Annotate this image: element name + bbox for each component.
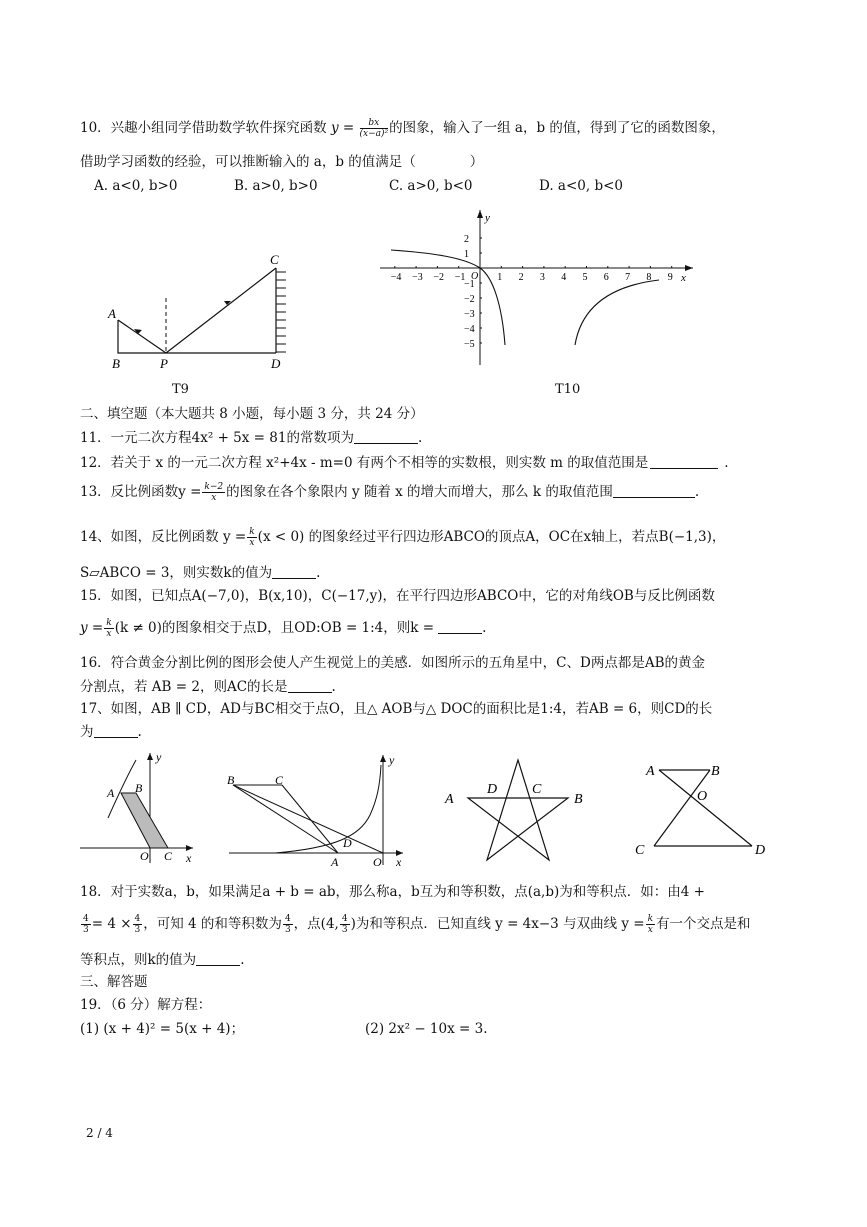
f1-y: y: [156, 750, 162, 764]
t10-curve-right: [575, 280, 659, 345]
f3-c: C: [532, 782, 542, 797]
q17-end: .: [137, 724, 142, 740]
f4-d: D: [755, 843, 766, 858]
f1-o: O: [140, 849, 149, 863]
q15-frac-den: x: [106, 629, 112, 639]
f2-x: x: [396, 855, 402, 869]
q18-text-b: ，可知 4 的和等积数为: [143, 916, 282, 932]
q17-line1: 17、如图，AB ∥ CD，AD与BC相交于点O，且△ AOB与△ DOC的面积比是1:4，若AB = 6，则CD的长: [80, 701, 713, 717]
t10-ytick-label: −4: [464, 324, 475, 335]
t10-figure: [375, 205, 705, 370]
q18-frac5-den: x: [647, 925, 653, 935]
t10-xtick-label: 1: [497, 272, 503, 283]
q13: [80, 482, 699, 503]
t9-figure: [100, 250, 310, 380]
t10-xtick-label: 6: [603, 272, 609, 283]
q13-frac-num: k−2: [204, 482, 224, 492]
t9-label-a: A: [108, 306, 116, 321]
f3-a: A: [445, 792, 454, 807]
q10-function-lhs: y =: [330, 120, 355, 136]
f2-o: O: [373, 855, 382, 869]
t10-y-label: y: [485, 212, 490, 224]
q14-line2: [80, 563, 320, 583]
q10-fraction: [360, 118, 389, 139]
q10-frac-den: (x−a)²: [359, 129, 389, 139]
t10-xtick-label: 4: [561, 272, 567, 283]
t10-xtick-label: 8: [646, 272, 652, 283]
f3-d: D: [487, 782, 498, 797]
q12-answer-blank[interactable]: [650, 454, 718, 469]
t10-xtick-label: −3: [412, 272, 423, 283]
q18-end: .: [240, 952, 245, 968]
q19-part2: (2) 2x² − 10x = 3.: [365, 1021, 488, 1037]
q14-frac-num: k: [249, 527, 255, 537]
q18-frac4-den: 3: [341, 925, 348, 935]
t10-xtick-label: 7: [625, 272, 631, 283]
q10-option-a: A. a<0, b>0: [94, 178, 178, 194]
t10-ytick-label: −3: [464, 309, 475, 320]
f4-b: B: [711, 764, 720, 779]
q16-line2: [80, 677, 336, 697]
q18-line3: [80, 950, 244, 970]
q10-option-d: D. a<0, b<0: [539, 178, 623, 194]
f1-b: B: [135, 781, 143, 795]
f4-c: C: [635, 843, 645, 858]
t10-xtick-label: 5: [582, 272, 588, 283]
q15-text-b: (k ≠ 0)的图象相交于点D，且OD:OB = 1:4，则k =: [114, 620, 435, 636]
f1-c: C: [164, 849, 173, 863]
q14-frac-den: x: [249, 538, 255, 548]
q18-frac3-den: 3: [284, 925, 291, 935]
fig-q15: [225, 750, 410, 870]
f4-o: O: [697, 789, 708, 804]
q18-line1: 18．对于实数a，b，如果满足a + b = ab，那么称a，b互为和等积数，点(a,b)为和等积点．如：由4 +: [80, 884, 705, 900]
q18-frac-1: [81, 914, 91, 935]
q18-text-f: 等积点，则k的值为: [80, 952, 197, 968]
q13-answer-blank[interactable]: [613, 483, 695, 498]
f2-y: y: [389, 753, 395, 767]
t9-caption: T9: [172, 382, 189, 397]
q18-point-a: 4,: [325, 916, 339, 932]
section3-heading: 三、解答题: [80, 974, 148, 990]
t10-ytick-label: 1: [464, 249, 469, 260]
q18-text-d: 为和等积点．已知直线 y = 4x−3 与双曲线 y =: [355, 916, 645, 932]
q14-line1: [80, 527, 725, 548]
section2-heading: 二、填空题（本大题共 8 小题，每小题 3 分，共 24 分）: [80, 406, 424, 422]
q16-answer-blank[interactable]: [288, 678, 332, 693]
q12: [80, 453, 729, 473]
q12-end: .: [724, 455, 729, 471]
q10-frac-num: bx: [360, 118, 389, 129]
t10-ytick-label: −5: [464, 339, 475, 350]
t10-xtick-label: −2: [433, 272, 445, 283]
q10-text-a: 10．兴趣小组同学借助数学软件探究函数: [80, 120, 327, 136]
fig-q16-star: [443, 755, 593, 870]
q14-text-b: (x < 0) 的图象经过平行四边形ABCO的顶点A，OC在x轴上，若点B(−1,3)，: [257, 529, 726, 545]
q18-frac-5: [646, 914, 655, 935]
q18-text-c: ，点: [293, 916, 321, 932]
q18-frac-3: [283, 914, 293, 935]
q13-text-b: 的图象在各个象限内 y 随着 x 的增大而增大，那么 k 的取值范围: [226, 484, 613, 500]
q18-line2: $\frac{4}{3}$ = 4 × $\frac{4}{3}$ ，可知 4 的和等积数为 $\frac{4}{3}$ ，点(4, $\frac{4}{3}$ )为和等积点．已知直线 y = 4x−3 与双曲线 y = $\frac{k}{x}$ 有一个交点是和: [83, 914, 751, 935]
t10-origin: O: [471, 271, 479, 282]
q10-line2: 借助学习函数的经验，可以推断输入的 a，b 的值满足（ ）: [80, 154, 484, 170]
f3-b: B: [574, 792, 583, 807]
q15-fraction: [104, 618, 113, 639]
q16-line1: 16．符合黄金分割比例的图形会使人产生视觉上的美感．如图所示的五角星中，C、D两点都是AB的黄金: [80, 655, 705, 671]
q10-option-c: C. a>0, b<0: [389, 178, 473, 194]
f1-x: x: [186, 851, 192, 865]
q11-answer-blank[interactable]: [354, 429, 418, 444]
q18-frac1-den: 3: [83, 925, 89, 935]
q10-option-b: B. a>0, b>0: [234, 178, 318, 194]
t9-label-d: D: [271, 356, 281, 371]
f1-a: A: [107, 786, 115, 800]
q10-options: [94, 176, 623, 196]
q16-end: .: [331, 679, 336, 695]
q19-part1: (1) (x + 4)² = 5(x + 4)；: [80, 1021, 245, 1037]
t9-label-b: B: [112, 356, 120, 371]
q18-frac-2: [133, 914, 143, 935]
t10-curve-left: [391, 250, 505, 345]
q11-text: 11．一元二次方程4x² + 5x = 81的常数项为: [80, 430, 354, 446]
q12-text: 12．若关于 x 的一元二次方程 x²+4x - m=0 有两个不相等的实数根，则实数 m 的取值范围是: [80, 455, 649, 471]
q14-fraction: [247, 527, 256, 548]
q14-end: .: [316, 565, 321, 581]
q18-frac2-num: 4: [134, 914, 141, 924]
q18-frac1-num: 4: [83, 914, 89, 924]
q15-end: .: [482, 620, 487, 636]
q13-frac-den: x: [211, 493, 217, 503]
q10-text-b: 的图象，输入了一组 a，b 的值，得到了它的函数图象，: [389, 120, 725, 136]
q19-title: 19．（6 分）解方程：: [80, 997, 212, 1013]
q17-line2: [80, 722, 142, 742]
q18-frac3-num: 4: [284, 914, 291, 924]
q14-text-a: 14、如图，反比例函数 y =: [80, 529, 247, 545]
q17-answer-blank[interactable]: [94, 723, 138, 738]
q15-line1: 15．如图，已知点A(−7,0)，B(x,10)，C(−17,y)，在平行四边形ABCO中，它的对角线OB与反比例函数: [80, 588, 715, 604]
q18-frac2-den: 3: [134, 925, 141, 935]
f2-a: A: [331, 855, 339, 869]
q11-end: .: [417, 430, 423, 446]
q13-text-a: 13．反比例函数y =: [80, 484, 202, 500]
t10-ytick-label: −1: [464, 279, 475, 290]
f2-c: C: [275, 773, 284, 787]
t10-ytick-label: 2: [464, 234, 469, 245]
q18-frac-4: [340, 914, 350, 935]
q15-text-a: y =: [80, 620, 104, 636]
t10-xtick-label: 2: [518, 272, 524, 283]
q18-text-e: 有一个交点是和: [656, 916, 751, 932]
q11: [80, 428, 422, 448]
q15-answer-blank[interactable]: [438, 619, 482, 634]
f2-d: D: [343, 836, 352, 850]
fig-q14: [78, 748, 198, 868]
t10-xtick-label: 9: [667, 272, 673, 283]
t10-xtick-label: −1: [454, 272, 466, 283]
q15-frac-num: k: [106, 618, 112, 628]
t10-xtick-label: 3: [539, 272, 545, 283]
q18-frac4-num: 4: [341, 914, 348, 924]
q18-answer-blank[interactable]: [196, 951, 240, 966]
t10-ytick-label: −2: [464, 294, 475, 305]
f4-a: A: [646, 764, 655, 779]
q13-end: .: [694, 484, 700, 500]
q18-frac5-num: k: [647, 914, 654, 924]
q14-answer-blank[interactable]: [272, 564, 316, 579]
fig-q17: [632, 757, 782, 862]
q18-text-a: = 4 ×: [91, 916, 132, 932]
t10-caption: T10: [555, 382, 581, 397]
t9-label-p: P: [160, 356, 168, 371]
q10-line1: [80, 118, 725, 139]
page-number: 2 / 4: [86, 1126, 113, 1140]
q17-text: 为: [80, 724, 94, 740]
t9-label-c: C: [270, 252, 279, 267]
q14-text-c: S▱ABCO = 3，则实数k的值为: [80, 565, 273, 581]
q16-text: 分割点，若 AB = 2，则AC的长是: [80, 679, 288, 695]
q13-fraction: [202, 482, 225, 503]
f2-b: B: [227, 773, 235, 787]
q15-line2: [80, 618, 486, 639]
t10-x-label: x: [681, 272, 686, 284]
t10-xtick-label: −4: [390, 272, 402, 283]
